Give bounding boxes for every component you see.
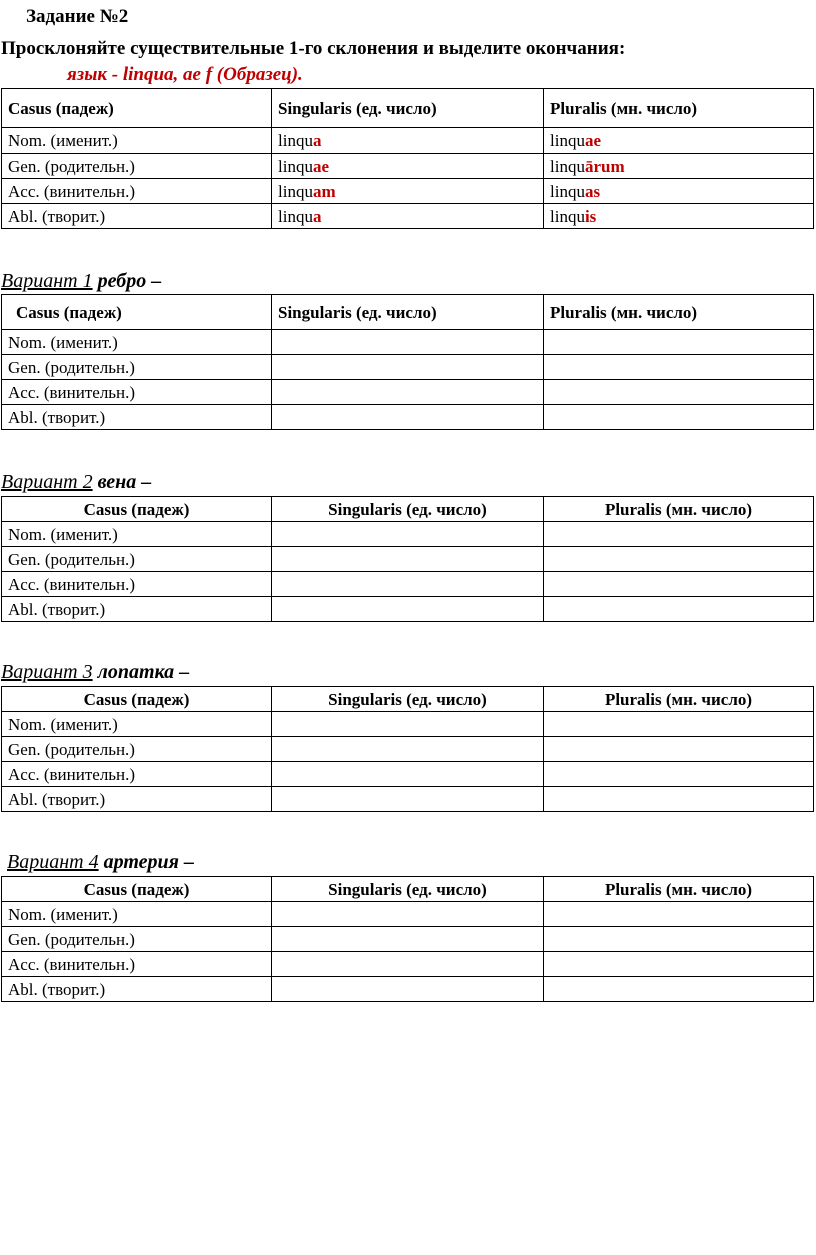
case-label: Gen. (родительн.) (2, 154, 272, 179)
singular-form (272, 179, 544, 204)
singular-answer-cell[interactable] (272, 572, 544, 597)
variant-3-table (1, 686, 814, 812)
plural-form (544, 179, 814, 204)
variant-dash: – (174, 661, 190, 683)
plural-answer-cell[interactable] (544, 330, 814, 355)
singular-answer-cell[interactable] (272, 522, 544, 547)
variant-label: Вариант 1 (1, 270, 93, 292)
word-ending: ae (584, 131, 601, 150)
word-stem: linqu (550, 156, 585, 176)
variant-1-title (1, 270, 161, 293)
singular-answer-cell[interactable] (272, 952, 544, 977)
task-instruction: Просклоняйте существительные 1-го склонения и выделите окончания: (1, 38, 626, 59)
singular-answer-cell[interactable] (272, 330, 544, 355)
case-label: Acc. (винительн.) (2, 572, 272, 597)
case-label: Gen. (родительн.) (2, 355, 272, 380)
variant-label: Вариант 2 (1, 471, 93, 493)
plural-answer-cell[interactable] (544, 405, 814, 430)
table-row (2, 405, 814, 430)
header-pluralis: Pluralis (мн. число) (544, 295, 814, 330)
header-singularis: Singularis (ед. число) (272, 295, 544, 330)
table-row (2, 712, 814, 737)
singular-answer-cell[interactable] (272, 902, 544, 927)
table-row (2, 597, 814, 622)
header-pluralis: Pluralis (мн. число) (544, 687, 814, 712)
plural-answer-cell[interactable] (544, 547, 814, 572)
word-stem: linqu (550, 181, 585, 201)
word-stem: linqu (278, 181, 313, 201)
variant-word: вена (97, 471, 137, 493)
plural-answer-cell[interactable] (544, 572, 814, 597)
table-row (2, 204, 814, 229)
plural-answer-cell[interactable] (544, 927, 814, 952)
plural-answer-cell[interactable] (544, 737, 814, 762)
word-ending: as (584, 181, 601, 201)
variant-dash: – (146, 270, 162, 292)
case-label: Acc. (винительн.) (2, 952, 272, 977)
case-label: Acc. (винительн.) (2, 380, 272, 405)
plural-answer-cell[interactable] (544, 522, 814, 547)
plural-form (544, 128, 814, 154)
singular-answer-cell[interactable] (272, 405, 544, 430)
variant-4-table (1, 876, 814, 1002)
table-row (2, 154, 814, 179)
variant-1-table (1, 294, 814, 430)
table-row (2, 952, 814, 977)
word-stem: linqu (550, 206, 585, 226)
plural-answer-cell[interactable] (544, 902, 814, 927)
word-ending: a (312, 131, 322, 150)
header-pluralis: Pluralis (мн. число) (544, 877, 814, 902)
plural-answer-cell[interactable] (544, 380, 814, 405)
plural-answer-cell[interactable] (544, 977, 814, 1002)
word-ending: ae (312, 156, 329, 176)
case-label: Abl. (творит.) (2, 405, 272, 430)
variant-3-title (1, 661, 189, 684)
table-row (2, 902, 814, 927)
case-label: Acc. (винительн.) (2, 179, 272, 204)
word-stem: linqu (278, 206, 313, 226)
variant-label: Вариант 4 (7, 851, 99, 873)
plural-form (544, 204, 814, 229)
plural-answer-cell[interactable] (544, 712, 814, 737)
table-row (2, 355, 814, 380)
table-row (2, 737, 814, 762)
variant-word: лопатка (97, 661, 175, 683)
case-label: Nom. (именит.) (2, 522, 272, 547)
header-singularis: Singularis (ед. число) (272, 687, 544, 712)
singular-answer-cell[interactable] (272, 787, 544, 812)
plural-answer-cell[interactable] (544, 597, 814, 622)
table-row (2, 330, 814, 355)
singular-form (272, 128, 544, 154)
header-casus: Casus (падеж) (2, 877, 272, 902)
table-row (2, 927, 814, 952)
table-row (2, 977, 814, 1002)
word-stem: linqu (550, 131, 585, 150)
singular-form (272, 204, 544, 229)
table-row (2, 522, 814, 547)
case-label: Gen. (родительн.) (2, 547, 272, 572)
header-casus: Casus (падеж) (2, 497, 272, 522)
header-casus: Casus (падеж) (2, 89, 272, 128)
word-ending: am (312, 181, 336, 201)
example-table (1, 88, 814, 229)
singular-answer-cell[interactable] (272, 712, 544, 737)
case-label: Nom. (именит.) (2, 902, 272, 927)
plural-answer-cell[interactable] (544, 762, 814, 787)
table-row (2, 762, 814, 787)
singular-answer-cell[interactable] (272, 547, 544, 572)
case-label: Gen. (родительн.) (2, 927, 272, 952)
sample-word: язык - linqua, ae f (Образец). (67, 64, 303, 85)
word-stem: linqu (278, 131, 313, 150)
variant-2-table (1, 496, 814, 622)
table-row (2, 380, 814, 405)
case-label: Nom. (именит.) (2, 128, 272, 154)
singular-answer-cell[interactable] (272, 355, 544, 380)
case-label: Abl. (творит.) (2, 597, 272, 622)
variant-2-title (1, 471, 151, 494)
header-singularis: Singularis (ед. число) (272, 877, 544, 902)
plural-answer-cell[interactable] (544, 787, 814, 812)
header-singularis: Singularis (ед. число) (272, 497, 544, 522)
case-label: Gen. (родительн.) (2, 737, 272, 762)
word-ending: is (584, 206, 597, 226)
word-ending: ārum (584, 156, 625, 176)
task-heading: Задание №2 (26, 6, 129, 27)
variant-dash: – (178, 851, 194, 873)
singular-answer-cell[interactable] (272, 380, 544, 405)
variant-dash: – (136, 471, 152, 493)
table-row (2, 128, 814, 154)
case-label: Acc. (винительн.) (2, 762, 272, 787)
word-ending: a (312, 206, 322, 226)
singular-answer-cell[interactable] (272, 977, 544, 1002)
singular-answer-cell[interactable] (272, 762, 544, 787)
plural-answer-cell[interactable] (544, 952, 814, 977)
plural-answer-cell[interactable] (544, 355, 814, 380)
case-label: Nom. (именит.) (2, 330, 272, 355)
variant-word: артерия (103, 851, 179, 873)
table-row (2, 179, 814, 204)
variant-4-title (7, 851, 194, 874)
case-label: Abl. (творит.) (2, 204, 272, 229)
header-casus: Casus (падеж) (2, 687, 272, 712)
singular-answer-cell[interactable] (272, 597, 544, 622)
table-row (2, 572, 814, 597)
case-label: Nom. (именит.) (2, 712, 272, 737)
case-label: Abl. (творит.) (2, 787, 272, 812)
variant-word: ребро (97, 270, 147, 292)
table-row (2, 787, 814, 812)
singular-form (272, 154, 544, 179)
case-label: Abl. (творит.) (2, 977, 272, 1002)
variant-label: Вариант 3 (1, 661, 93, 683)
singular-answer-cell[interactable] (272, 737, 544, 762)
header-singularis: Singularis (ед. число) (272, 89, 544, 128)
header-pluralis: Pluralis (мн. число) (544, 497, 814, 522)
singular-answer-cell[interactable] (272, 927, 544, 952)
header-casus: Casus (падеж) (2, 295, 272, 330)
table-row (2, 547, 814, 572)
plural-form (544, 154, 814, 179)
word-stem: linqu (278, 156, 313, 176)
header-pluralis: Pluralis (мн. число) (544, 89, 814, 128)
